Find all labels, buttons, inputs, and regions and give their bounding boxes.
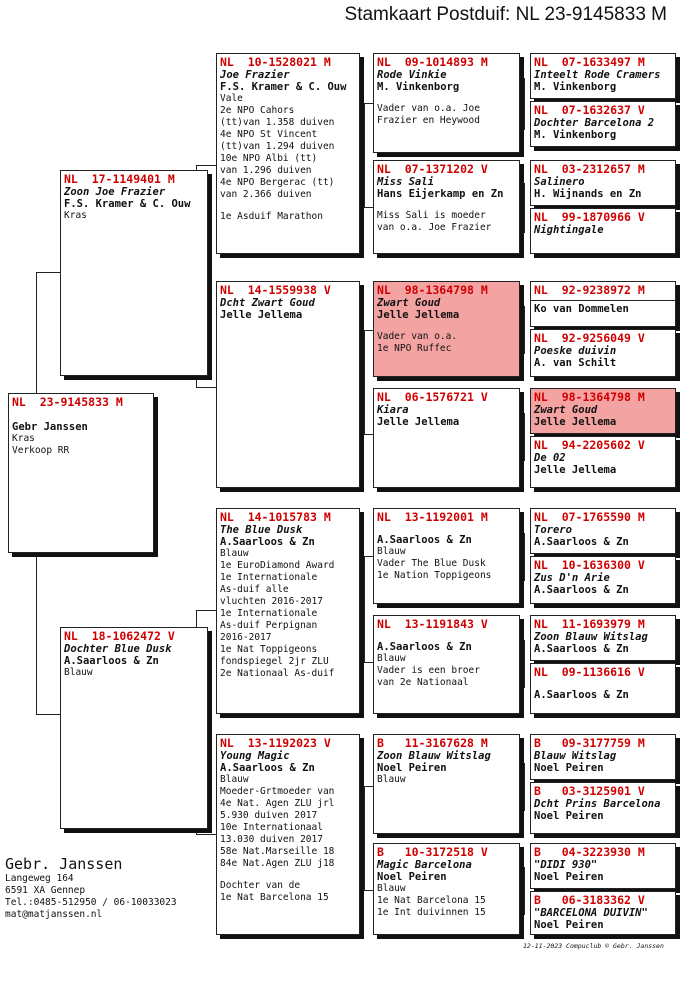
- info-line: 1e EuroDiamond Award: [220, 560, 335, 571]
- connector-line: [364, 890, 373, 891]
- pigeon-name: Blauw Witslag: [534, 750, 617, 762]
- pigeon-name: [12, 409, 150, 421]
- owner-name: A. van Schilt: [534, 357, 617, 369]
- connector-line: [36, 272, 60, 273]
- owner-name: A.Saarloos & Zn: [377, 641, 472, 653]
- pigeon-card-mff: [373, 508, 520, 604]
- owner-name: Ko van Dommelen: [534, 303, 629, 315]
- owner-name: F.S. Kramer & C. Ouw: [220, 81, 347, 93]
- ring-number: NL 07-1632637 V: [534, 103, 645, 117]
- owner-name: A.Saarloos & Zn: [220, 536, 315, 548]
- pigeon-card-gg16: [530, 891, 676, 935]
- breeder-email: mat@matjanssen.nl: [5, 909, 103, 920]
- info-line: 5.930 duiven 2017: [220, 810, 318, 821]
- pigeon-name: Zwart Goud: [377, 297, 441, 309]
- connector-line: [524, 183, 525, 233]
- ring-number: NL 23-9145833 M: [12, 395, 123, 409]
- pigeon-name: Poeske duivin: [534, 345, 617, 357]
- info-line: 13.030 duiven 2017: [220, 834, 323, 845]
- breeder-name: Gebr. Janssen: [5, 855, 123, 873]
- ring-number: NL 14-1015783 M: [220, 510, 331, 524]
- pigeon-card-mother: [60, 627, 208, 829]
- ring-number: NL 03-2312657 M: [534, 162, 645, 176]
- info-line: As-duif alle: [220, 584, 289, 595]
- info-line: 1e Nat Barcelona 15: [377, 895, 486, 906]
- connector-line: [364, 330, 365, 434]
- connector-line: [524, 306, 525, 354]
- owner-name: A.Saarloos & Zn: [220, 762, 315, 774]
- ring-number: NL 17-1149401 M: [64, 172, 175, 186]
- owner-name: Noel Peiren: [534, 762, 604, 774]
- pigeon-card-fff: [373, 53, 520, 153]
- ring-number: NL 06-1576721 V: [377, 390, 488, 404]
- connector-line: [364, 207, 373, 208]
- connector-line: [524, 413, 525, 461]
- ring-number: NL 99-1870966 V: [534, 210, 645, 224]
- ring-number: NL 07-1371202 V: [377, 162, 488, 176]
- ring-number: NL 13-1191843 V: [377, 617, 488, 631]
- footer-credit: 12-11-2023 Compuclub © Gebr. Janssen: [523, 942, 664, 950]
- owner-name: Hans Eijerkamp en Zn: [377, 188, 504, 200]
- ring-number: B 06-3183362 V: [534, 893, 645, 907]
- connector-line: [364, 786, 373, 787]
- info-line: vluchten 2016-2017: [220, 596, 323, 607]
- info-line: 1e NPO Ruffec: [377, 343, 452, 354]
- owner-name: A.Saarloos & Zn: [377, 534, 472, 546]
- connector-line: [524, 763, 525, 811]
- pigeon-card-father: [60, 170, 208, 376]
- pigeon-card-ffm: [373, 160, 520, 254]
- breeder-address: Langeweg 164: [5, 873, 74, 884]
- pigeon-name: "DIDI 930": [534, 859, 598, 871]
- owner-name: A.Saarloos & Zn: [534, 536, 629, 548]
- ring-number: NL 92-9238972 M: [534, 283, 645, 297]
- owner-name: Noel Peiren: [377, 871, 447, 883]
- pigeon-name: Inteelt Rode Cramers: [534, 69, 661, 81]
- owner-name: Jelle Jellema: [534, 416, 617, 428]
- pigeon-name: Joe Frazier: [220, 69, 290, 81]
- pigeon-card-mmf: [373, 734, 520, 834]
- info-line: 1e Asduif Marathon: [220, 211, 323, 222]
- owner-name: M. Vinkenborg: [377, 81, 460, 93]
- connector-line: [364, 103, 365, 207]
- connector-line: [364, 434, 373, 435]
- connector-line: [364, 103, 373, 104]
- owner-name: A.Saarloos & Zn: [534, 689, 629, 701]
- info-line: 1e Nat Toppigeons: [220, 644, 318, 655]
- connector-line: [524, 867, 525, 915]
- info-line: Blauw: [220, 774, 249, 785]
- pigeon-card-subject: [8, 393, 154, 553]
- ring-number: B 10-3172518 V: [377, 845, 488, 859]
- pigeon-card-gg5: [530, 281, 676, 327]
- info-line: Verkoop RR: [12, 445, 70, 456]
- connector-line: [196, 165, 216, 166]
- ring-number: NL 07-1633497 M: [534, 55, 645, 69]
- pigeon-name: Dochter Barcelona 2: [534, 117, 655, 129]
- pigeon-card-gg11: [530, 615, 676, 661]
- info-line: van o.a. Joe Frazier: [377, 222, 492, 233]
- owner-name: Jelle Jellema: [377, 416, 460, 428]
- ring-number: NL 18-1062472 V: [64, 629, 175, 643]
- info-line: van 2e Nationaal: [377, 677, 469, 688]
- info-line: van 1.296 duiven: [220, 165, 312, 176]
- info-line: (tt)van 1.294 duiven: [220, 141, 335, 152]
- ring-number: B 11-3167628 M: [377, 736, 488, 750]
- info-line: 1e Int duivinnen 15: [377, 907, 486, 918]
- connector-line: [524, 78, 525, 130]
- info-line: 1e Nation Toppigeons: [377, 570, 492, 581]
- info-line: 1e Internationale: [220, 608, 318, 619]
- pigeon-card-gg7: [530, 388, 676, 434]
- pigeon-card-maternal-grandfather: [216, 508, 360, 714]
- pigeon-name: Zus D'n Arie: [534, 572, 610, 584]
- pigeon-card-gg9: [530, 508, 676, 554]
- ring-number: NL 98-1364798 M: [534, 390, 645, 404]
- ring-number: NL 13-1192023 V: [220, 736, 331, 750]
- info-line: 1e Nat Barcelona 15: [220, 892, 329, 903]
- pigeon-card-gg12: [530, 663, 676, 714]
- ring-number: NL 10-1636300 V: [534, 558, 645, 572]
- pigeon-card-mmm: [373, 843, 520, 935]
- pigeon-card-gg14: [530, 782, 676, 834]
- info-line: 2e Nationaal As-duif: [220, 668, 335, 679]
- pigeon-name: Magic Barcelona: [377, 859, 472, 871]
- breeder-postcode: 6591 XA Gennep: [5, 885, 86, 896]
- info-line: 10e Internationaal: [220, 822, 323, 833]
- pigeon-name: The Blue Dusk: [220, 524, 303, 536]
- info-line: 84e Nat.Agen ZLU j18: [220, 858, 335, 869]
- connector-line: [36, 714, 60, 715]
- owner-name: Noel Peiren: [534, 871, 604, 883]
- pigeon-card-gg15: [530, 843, 676, 889]
- pigeon-name: De 02: [534, 452, 566, 464]
- pigeon-name: Zoon Blauw Witslag: [377, 750, 491, 762]
- info-line: Blauw: [64, 667, 93, 678]
- info-line: 58e Nat.Marseille 18: [220, 846, 335, 857]
- owner-name: H. Wijnands en Zn: [534, 188, 642, 200]
- connector-line: [196, 387, 216, 388]
- owner-name: Noel Peiren: [377, 762, 447, 774]
- ring-number: B 03-3125901 V: [534, 784, 645, 798]
- info-line: 4e NPO St Vincent: [220, 129, 318, 140]
- info-line: 2e NPO Cahors: [220, 105, 295, 116]
- pigeon-card-paternal-grandfather: [216, 53, 360, 254]
- info-line: Moeder-Grtmoeder van: [220, 786, 335, 797]
- breeder-phone: Tel.:0485-512950 / 06-10033023: [5, 897, 177, 908]
- pigeon-card-gg10: [530, 556, 676, 604]
- owner-name: Gebr Janssen: [12, 421, 88, 433]
- info-line: 2016-2017: [220, 632, 272, 643]
- pigeon-name: Dochter Blue Dusk: [64, 643, 172, 655]
- info-line: As-duif Perpignan: [220, 620, 318, 631]
- owner-name: Jelle Jellema: [534, 464, 617, 476]
- pigeon-card-gg13: [530, 734, 676, 780]
- info-line: (tt)van 1.358 duiven: [220, 117, 335, 128]
- owner-name: Noel Peiren: [534, 810, 604, 822]
- ring-number: NL 14-1559938 V: [220, 283, 331, 297]
- info-line: Kras: [12, 433, 35, 444]
- owner-name: A.Saarloos & Zn: [534, 643, 629, 655]
- info-line: Blauw: [220, 548, 249, 559]
- pigeon-name: Dcht Zwart Goud: [220, 297, 315, 309]
- info-line: 4e Nat. Agen ZLU jrl: [220, 798, 335, 809]
- info-line: 1e Internationale: [220, 572, 318, 583]
- pigeon-card-gg8: [530, 436, 676, 488]
- pigeon-name: Zwart Goud: [534, 404, 598, 416]
- info-line: Blauw: [377, 883, 406, 894]
- pigeon-name: Kiara: [377, 404, 409, 416]
- connector-line: [196, 834, 216, 835]
- pigeon-card-maternal-grandmother: [216, 734, 360, 935]
- owner-name: M. Vinkenborg: [534, 129, 617, 141]
- pigeon-card-gg1: [530, 53, 676, 99]
- pigeon-card-paternal-grandmother: [216, 281, 360, 488]
- page-title: Stamkaart Postduif: NL 23-9145833 M: [344, 4, 667, 25]
- owner-name: Jelle Jellema: [377, 309, 460, 321]
- owner-name: Jelle Jellema: [220, 309, 303, 321]
- ring-number: B 04-3223930 M: [534, 845, 645, 859]
- info-line: 10e NPO Albi (tt): [220, 153, 318, 164]
- info-line: Vader is een broer: [377, 665, 480, 676]
- ring-number: NL 10-1528021 M: [220, 55, 331, 69]
- pigeon-name: Dcht Prins Barcelona: [534, 798, 661, 810]
- pigeon-card-mfm: [373, 615, 520, 714]
- pigeon-card-gg2: [530, 101, 676, 147]
- connector-line: [364, 662, 373, 663]
- info-line: Blauw: [377, 653, 406, 664]
- info-line: Vale: [220, 93, 243, 104]
- ring-number: NL 09-1014893 M: [377, 55, 488, 69]
- info-line: Blauw: [377, 546, 406, 557]
- pigeon-name: Torero: [534, 524, 572, 536]
- info-line: fondspiegel 2jr ZLU: [220, 656, 329, 667]
- ring-number: NL 11-1693979 M: [534, 617, 645, 631]
- ring-number: NL 07-1765590 M: [534, 510, 645, 524]
- ring-number: NL 92-9256049 V: [534, 331, 645, 345]
- owner-name: A.Saarloos & Zn: [64, 655, 159, 667]
- pigeon-card-fmf: [373, 281, 520, 377]
- info-line: Miss Sali is moeder: [377, 210, 486, 221]
- pigeon-name: Zoon Joe Frazier: [64, 186, 166, 198]
- pigeon-name: Salinero: [534, 176, 585, 188]
- info-line: Vader The Blue Dusk: [377, 558, 486, 569]
- info-line: Dochter van de: [220, 880, 301, 891]
- ring-number: NL 09-1136616 V: [534, 665, 645, 679]
- info-line: 4e NPO Bergerac (tt): [220, 177, 335, 188]
- pigeon-card-gg3: [530, 160, 676, 206]
- info-line: Frazier en Heywood: [377, 115, 480, 126]
- connector-line: [524, 533, 525, 581]
- connector-line: [364, 330, 373, 331]
- pigeon-card-fmm: [373, 388, 520, 488]
- ring-number: B 09-3177759 M: [534, 736, 645, 750]
- pigeon-card-gg6: [530, 329, 676, 377]
- owner-name: Noel Peiren: [534, 919, 604, 931]
- pigeon-name: Zoon Blauw Witslag: [534, 631, 648, 643]
- ring-number: NL 98-1364798 M: [377, 283, 488, 297]
- info-line: Vader van o.a.: [377, 331, 458, 342]
- info-line: van 2.366 duiven: [220, 189, 312, 200]
- pigeon-card-gg4: [530, 208, 676, 254]
- connector-line: [524, 640, 525, 688]
- info-line: Kras: [64, 210, 87, 221]
- ring-number: NL 94-2205602 V: [534, 438, 645, 452]
- owner-name: M. Vinkenborg: [534, 81, 617, 93]
- connector-line: [364, 556, 365, 662]
- pigeon-name: Rode Vinkie: [377, 69, 447, 81]
- breeder-info: [5, 855, 177, 921]
- pigeon-name: Miss Sali: [377, 176, 434, 188]
- connector-line: [364, 556, 373, 557]
- pigeon-name: Young Magic: [220, 750, 290, 762]
- owner-name: F.S. Kramer & C. Ouw: [64, 198, 191, 210]
- owner-name: A.Saarloos & Zn: [534, 584, 629, 596]
- connector-line: [364, 786, 365, 890]
- pigeon-name: "BARCELONA DUIVIN": [534, 907, 648, 919]
- ring-number: NL 13-1192001 M: [377, 510, 488, 524]
- pigeon-name: Nightingale: [534, 224, 604, 236]
- info-line: Blauw: [377, 774, 406, 785]
- info-line: Vader van o.a. Joe: [377, 103, 480, 114]
- connector-line: [196, 610, 216, 611]
